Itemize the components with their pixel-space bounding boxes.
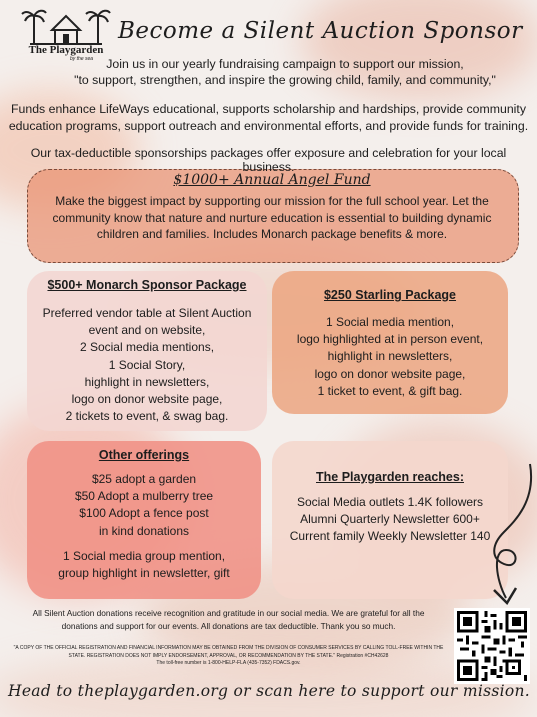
- reach-title: The Playgarden reaches:: [316, 470, 464, 484]
- other-offerings-title: Other offerings: [98, 448, 190, 462]
- curved-arrow-icon: [470, 460, 536, 610]
- starling-package: [272, 288, 508, 400]
- page-title: Become a Silent Auction Sponsor: [118, 18, 523, 44]
- logo-tagline: by the sea: [70, 56, 94, 62]
- monarch-package: [27, 278, 267, 425]
- angel-fund-title: $1000+ Annual Angel Fund: [173, 172, 371, 188]
- monarch-title: $500+ Monarch Sponsor Package: [47, 278, 247, 292]
- logo-text: The Playgarden: [28, 44, 104, 56]
- starling-title: $250 Starling Package: [323, 288, 457, 302]
- logo: [20, 4, 112, 60]
- playgarden-logo-icon: [20, 4, 112, 48]
- intro-text: Join us in our yearly fundraising campaign to support our mission, "to support, strengthen, and inspire the growing child, family, and community,": [74, 57, 496, 87]
- legal-disclaimer: "A COPY OF THE OFFICIAL REGISTRATION AND FINANCIAL INFORMATION MAY BE OBTAINED FROM THE DIVISION OF CONSUMER SERVICES BY CALLING TOLL-FREE WITHIN THE STATE. REGISTRATION DOES NOT IMPLY ENDORSEMENT, APPROVAL, OR RECOMMENDATION BY THE STATE." Registration #CH42628 The toll-free number is 1-800-HELP-FLA (435-7352) FDACS.gov.: [13, 645, 444, 666]
- other-offerings: [27, 448, 261, 582]
- call-to-action: Head to theplaygarden.org or scan here to support our mission.: [8, 682, 530, 700]
- other-offerings-list: $25 adopt a garden $50 Adopt a mulberry tree $100 Adopt a fence post in kind donations: [74, 472, 214, 538]
- tax-deductible-text: Our tax-deductible sponsorships packages offer exposure and celebration for your local business.: [30, 146, 507, 174]
- other-offerings-extras: 1 Social media group mention, group highlight in newsletter, gift: [58, 548, 230, 581]
- qr-code-icon: [454, 608, 530, 684]
- starling-benefits: 1 Social media mention, logo highlighted at in person event, highlight in newsletters, logo on donor website page, 1 ticket to event, & gift bag.: [296, 315, 484, 398]
- funds-text: Funds enhance LifeWays educational, supports scholarship and hardships, provide community education programs, support outreach and environmental efforts, and provide funds for training.: [8, 102, 529, 133]
- angel-fund-description: Make the biggest impact by supporting our mission for the full school year. Let the community know that nature and nurture education is essential to building dynamic children and families. Includes Monarch package benefits & more.: [52, 194, 492, 241]
- donation-recognition-note: All Silent Auction donations receive recognition and gratitude in our social media. We are grateful for all the donations and support for our events. All donations are tax deductible. Thank you so much.: [32, 608, 425, 631]
- monarch-benefits: Preferred vendor table at Silent Auction event and on website, 2 Social media mentions, 1 Social Story, highlight in newsletters, logo on donor website page, 2 tickets to event, & swag bag.: [42, 306, 252, 424]
- qr-code[interactable]: [454, 608, 530, 684]
- reach-stats: Social Media outlets 1.4K followers Alumni Quarterly Newsletter 600+ Current family Weekly Newsletter 140: [289, 495, 491, 544]
